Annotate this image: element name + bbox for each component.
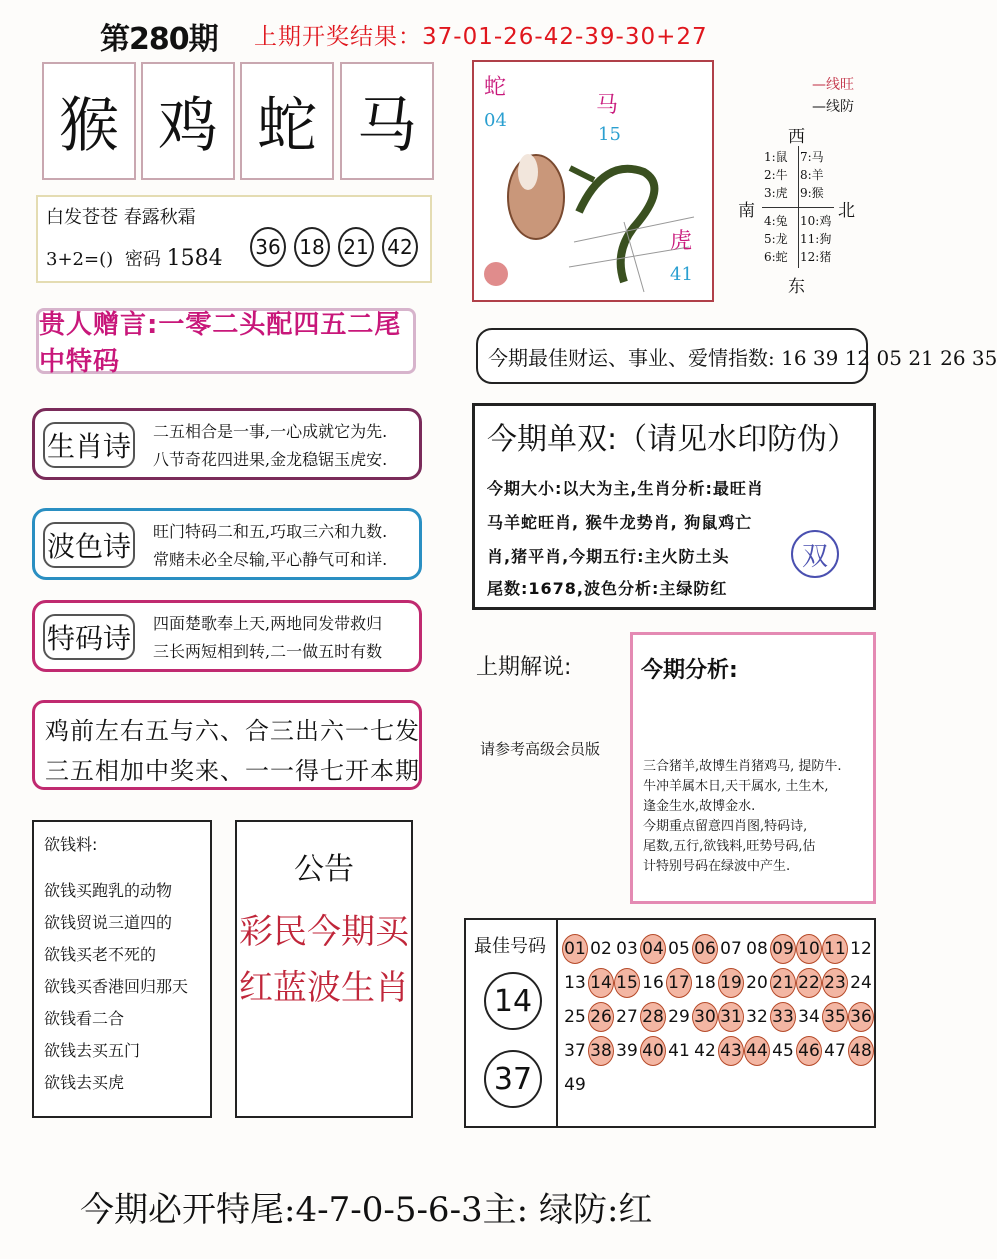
compass-cell: 3:虎 [764,186,788,200]
number-cell: 41 [668,1041,690,1061]
number-cell: 01 [562,934,588,964]
hint-formula: 3+2=() [46,249,114,270]
number-cell: 43 [718,1036,744,1066]
snake-label: 蛇 [484,75,507,100]
number-cell: 48 [848,1036,874,1066]
analysis-line: 逢金生水,故博金水. [643,799,756,814]
number-cell: 22 [796,968,822,998]
zodiac-horse: 马 [340,62,434,180]
poem-line: 常赌未必全尽输,平心静气可和详. [153,550,388,569]
number-cell: 08 [746,939,768,959]
compass-cell: 5:龙 [764,232,788,246]
number-cell: 07 [720,939,742,959]
issue-number: 第280期 [100,22,218,57]
analysis-box [630,632,876,904]
horse-number: 15 [598,124,621,145]
compass-cell: 7:马 [800,150,824,164]
last-result: 上期开奖结果：37-01-26-42-39-30+27 [254,24,708,50]
number-row [562,932,874,966]
compass-cell: 11:狗 [800,232,832,246]
zodiac-monkey: 猴 [42,62,136,180]
number-cell: 33 [770,1002,796,1032]
number-cell: 25 [564,1007,586,1027]
special-poem [32,600,422,672]
hint-number-circle: 21 [338,227,374,267]
tiger-number: 41 [670,264,693,285]
number-cell: 04 [640,934,666,964]
number-cell: 32 [746,1007,768,1027]
number-cell: 21 [770,968,796,998]
notice-body: 红蓝波生肖 [239,968,409,1008]
poem-line: 四面楚歌奉上天,两地同发带救归 [153,614,383,633]
number-cell: 45 [772,1041,794,1061]
number-cell: 11 [822,934,848,964]
number-cell: 36 [848,1002,874,1032]
best-title: 最佳号码 [474,936,546,957]
hint-formula-line [46,245,223,271]
number-row [562,1068,874,1102]
number-cell: 03 [616,939,638,959]
notice-box [235,820,413,1118]
best-pick-circle: 37 [484,1050,542,1108]
number-cell: 29 [668,1007,690,1027]
snake-number: 04 [484,110,507,131]
odd-even-line: 今期大小:以大为主,生肖分析:最旺肖 [487,479,764,498]
compass-cell: 9:猴 [800,186,824,200]
number-grid [562,932,874,1102]
notice-body: 彩民今期买 [239,912,409,952]
number-cell: 06 [692,934,718,964]
number-cell: 09 [770,934,796,964]
hint-box [36,195,432,283]
number-cell: 37 [564,1041,586,1061]
poem-line: 三长两短相到转,二一做五时有数 [153,642,383,661]
money-box [32,820,212,1118]
number-cell: 31 [718,1002,744,1032]
tiger-label: 虎 [670,229,693,254]
hint-number-circle: 18 [294,227,330,267]
legend-fang: —线防 [812,99,854,115]
poem-line: 八节奇花四进果,金龙稳锯玉虎安. [153,450,388,469]
number-cell: 28 [640,1002,666,1032]
compass-cell: 10:鸡 [800,214,832,228]
riddle-box [32,700,422,790]
poem-label: 生肖诗 [43,422,135,468]
poem-label: 波色诗 [43,522,135,568]
compass-cell: 6:蛇 [764,250,788,264]
riddle-line: 鸡前左右五与六、合三出六一七发 [45,717,420,745]
best-numbers-box [464,918,876,1128]
number-cell: 16 [642,973,664,993]
money-item: 欲钱买跑乳的动物 [44,881,173,900]
number-cell: 14 [588,968,614,998]
compass-cell: 1:鼠 [764,150,788,164]
analysis-line: 计特别号码在绿波中产生. [643,859,791,874]
number-row [562,966,874,1000]
fortune-index: 今期最佳财运、事业、爱情指数: 16 39 12 05 21 26 35 [476,328,868,384]
number-cell: 02 [590,939,612,959]
money-item: 欲钱买香港回归那天 [44,977,189,996]
poem-line: 二五相合是一事,一心成就它为先. [153,422,388,441]
analysis-line: 牛冲羊属木日,天干属水, 土生木, [643,779,829,794]
poem-label: 特码诗 [43,614,135,660]
number-cell: 18 [694,973,716,993]
analysis-title: 今期分析: [641,658,738,683]
hint-line: 白发苍苍 春露秋霜 [46,207,196,228]
hint-number-circle: 36 [250,227,286,267]
best-pick-circle: 14 [484,972,542,1030]
number-cell: 13 [564,973,586,993]
number-cell: 19 [718,968,744,998]
compass-cell: 4:兔 [764,214,788,228]
number-cell: 23 [822,968,848,998]
odd-even-title: 今期单双:（请见水印防伪） [487,422,858,457]
analysis-line: 今期重点留意四肖图,特码诗, [643,819,808,834]
best-divider [556,920,558,1126]
number-cell: 05 [668,939,690,959]
last-explain-ref: 请参考高级会员版 [480,740,601,758]
number-cell: 12 [850,939,872,959]
zodiac-snake: 蛇 [240,62,334,180]
number-cell: 15 [614,968,640,998]
zodiac-rooster: 鸡 [141,62,235,180]
money-item: 欲钱贸说三道四的 [44,913,173,932]
number-cell: 42 [694,1041,716,1061]
bottom-tail-line: 今期必开特尾:4-7-0-5-6-3主: 绿防:红 [80,1190,653,1230]
legend-wang: —线旺 [812,77,854,93]
hint-number-circle: 42 [382,227,418,267]
horse-label: 马 [596,93,619,118]
compass-cell: 2:牛 [764,168,788,182]
compass-west: 西 [788,127,805,147]
compass-cell: 8:羊 [800,168,824,182]
number-row [562,1034,874,1068]
money-item: 欲钱看二合 [44,1009,125,1028]
number-cell: 34 [798,1007,820,1027]
money-item: 欲钱去买虎 [44,1073,125,1092]
money-title: 欲钱料: [44,835,98,854]
number-cell: 38 [588,1036,614,1066]
number-cell: 49 [564,1075,586,1095]
last-explain-title: 上期解说: [476,655,572,680]
number-cell: 26 [588,1002,614,1032]
odd-even-line: 马羊蛇旺肖, 猴牛龙势肖, 狗鼠鸡亡 [487,513,753,532]
compass-diagram [762,146,834,268]
watermark-stamp: 双 [791,530,839,578]
number-cell: 39 [616,1041,638,1061]
money-item: 欲钱买老不死的 [44,945,157,964]
hint-password: 1584 [166,246,223,271]
analysis-line: 尾数,五行,欲钱料,旺势号码,估 [643,839,816,854]
hint-password-label: 密码 [124,249,161,270]
number-cell: 44 [744,1036,770,1066]
number-cell: 40 [640,1036,666,1066]
number-cell: 17 [666,968,692,998]
riddle-line: 三五相加中奖来、一一得七开本期 [45,757,420,785]
compass-north: 北 [838,201,855,221]
number-cell: 35 [822,1002,848,1032]
color-poem [32,508,422,580]
odd-even-line: 肖,猪平肖,今期五行:主火防土头 [487,547,730,566]
number-cell: 20 [746,973,768,993]
odd-even-box [472,403,876,610]
number-cell: 24 [850,973,872,993]
zodiac-poem [32,408,422,480]
compass-cell: 12:猪 [800,250,832,264]
compass-south: 南 [738,201,755,221]
poem-line: 旺门特码二和五,巧取三六和九数. [153,522,388,541]
money-item: 欲钱去买五门 [44,1041,141,1060]
number-cell: 27 [616,1007,638,1027]
number-row [562,1000,874,1034]
compass-hline [762,207,834,208]
notice-title: 公告 [294,852,354,887]
number-cell: 10 [796,934,822,964]
analysis-line: 三合猪羊,故博生肖猪鸡马, 提防牛. [643,759,842,774]
number-cell: 30 [692,1002,718,1032]
compass-east: 东 [788,277,805,297]
number-cell: 47 [824,1041,846,1061]
odd-even-line: 尾数:1678,波色分析:主绿防红 [487,579,728,598]
number-cell: 46 [796,1036,822,1066]
gift-banner: 贵人赠言:一零二头配四五二尾中特码 [36,308,416,374]
four-zodiac-picture [472,60,714,302]
